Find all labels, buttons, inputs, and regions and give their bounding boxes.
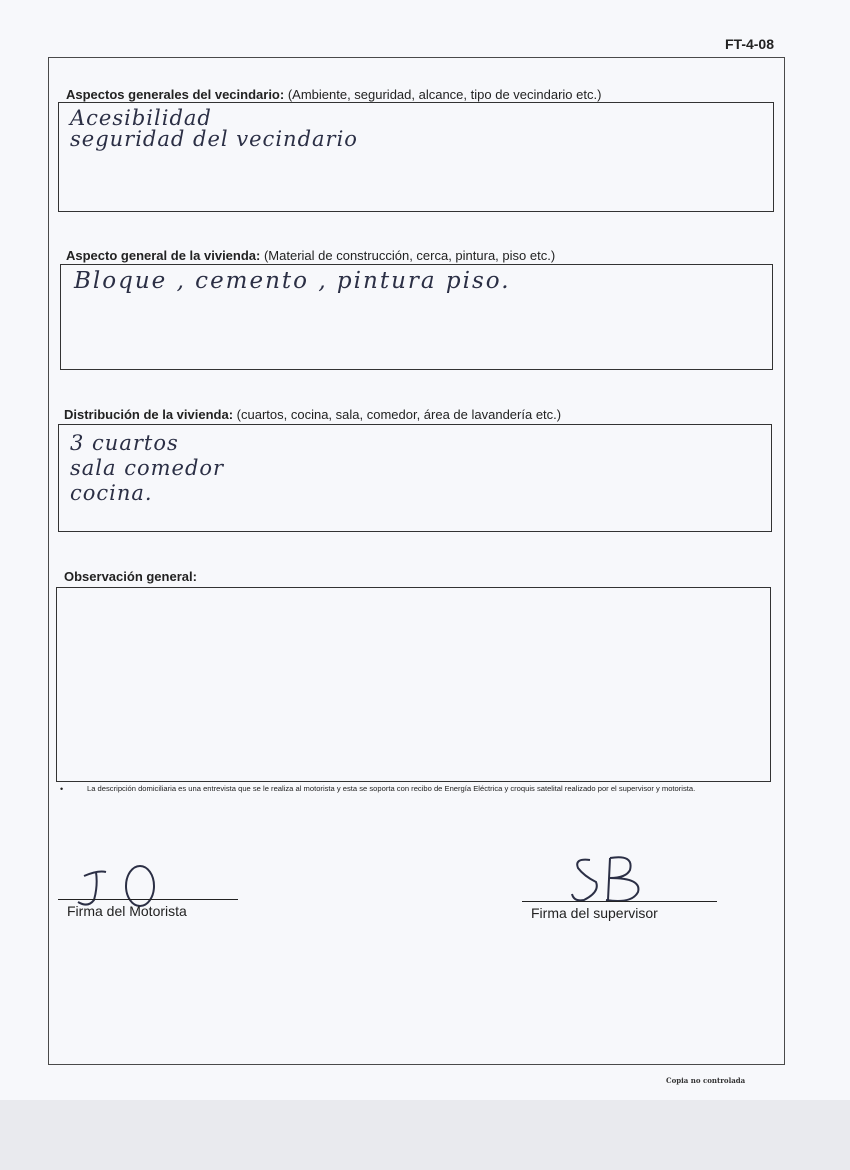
handwritten-line: cocina.: [70, 481, 153, 505]
footer-note: Copia no controlada: [666, 1076, 746, 1085]
section-label-vivienda: [66, 248, 555, 263]
handwritten-vecindario: [70, 108, 358, 150]
section-hint: (cuartos, cocina, sala, comedor, área de lavandería etc.): [233, 407, 562, 422]
handwritten-vivienda: [74, 268, 511, 294]
handwritten-line: seguridad del vecindario: [70, 127, 358, 151]
handwritten-line: Bloque , cemento , pintura piso.: [74, 268, 511, 294]
section-title: Aspectos generales del vecindario:: [66, 87, 285, 102]
bullet-icon: •: [60, 784, 64, 794]
document-code: FT-4-08: [724, 36, 774, 52]
section-label-observacion: [64, 569, 197, 584]
motorista-signature-label: Firma del Motorista: [67, 903, 187, 919]
footnote: [60, 784, 772, 794]
handwritten-line: 3 cuartos: [70, 431, 179, 455]
supervisor-signature: [560, 852, 670, 912]
footnote-text: La descripción domiciliaria es una entrevista que se le realiza al motorista y esta se soporta con recibo de Energía Eléctrica y croquis satelital realizado por el supervisor y motorista.: [87, 784, 696, 793]
supervisor-signature-line: [522, 901, 717, 902]
section-title: Aspecto general de la vivienda:: [66, 248, 261, 263]
supervisor-signature-label: Firma del supervisor: [531, 905, 658, 921]
handwritten-line: sala comedor: [70, 456, 225, 480]
handwritten-distribucion: [70, 431, 224, 506]
handwritten-line: Acesibilidad: [70, 106, 212, 130]
section-title: Observación general:: [64, 569, 197, 584]
scan-margin: [0, 1100, 850, 1170]
motorista-signature-line: [58, 899, 238, 900]
section-hint: (Ambiente, seguridad, alcance, tipo de vecindario etc.): [284, 87, 602, 102]
section-title: Distribución de la vivienda:: [64, 407, 234, 422]
section-hint: (Material de construcción, cerca, pintura, piso etc.): [260, 248, 556, 263]
field-box-observacion[interactable]: [56, 587, 771, 782]
section-label-distribucion: [64, 407, 561, 422]
section-label-vecindario: [66, 87, 601, 102]
